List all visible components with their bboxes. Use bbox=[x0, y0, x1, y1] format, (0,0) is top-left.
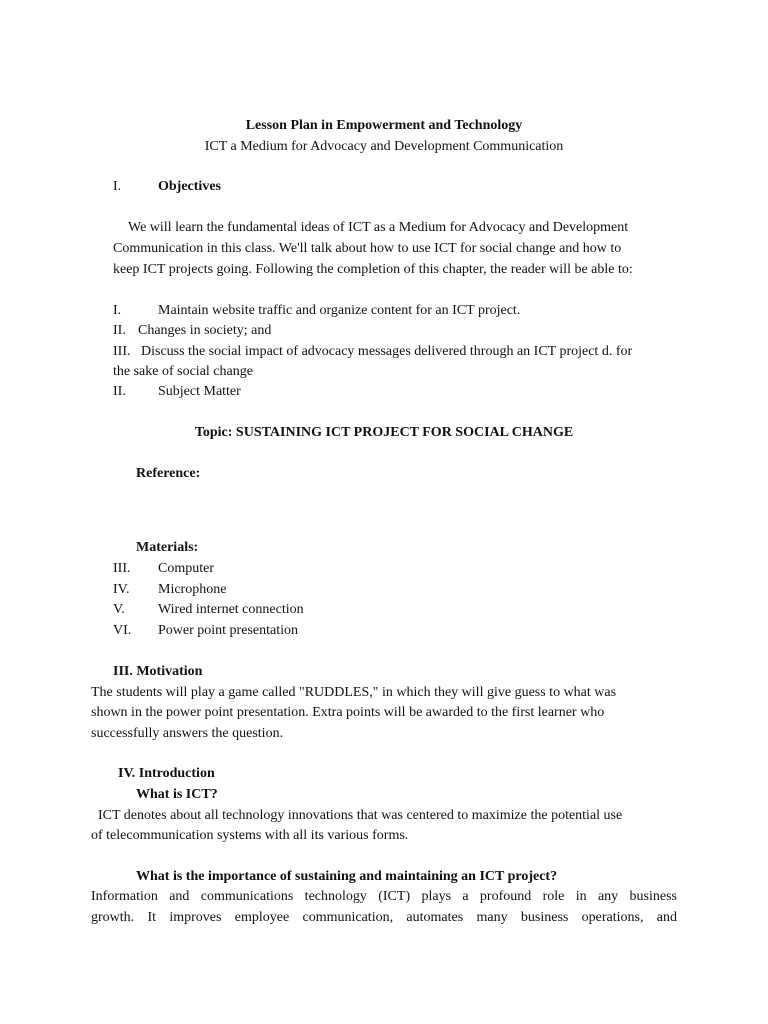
material-item-4-text: Power point presentation bbox=[158, 623, 298, 638]
material-item-1-number: III. bbox=[113, 561, 131, 576]
objectives-intro-line-2: Communication in this class. We'll talk about how to use ICT for social change and how to bbox=[113, 241, 622, 256]
objective-item-1-number: I. bbox=[113, 303, 122, 318]
material-item-3-number: V. bbox=[113, 602, 125, 617]
question-importance: What is the importance of sustaining and maintaining an ICT project? bbox=[136, 869, 558, 884]
material-item-3-text: Wired internet connection bbox=[158, 602, 304, 617]
answer-what-is-ict-line-1: ICT denotes about all technology innovations that was centered to maximize the potential use bbox=[98, 808, 623, 823]
material-item-1-text: Computer bbox=[158, 561, 214, 576]
answer-importance-line-1: Information and communications technology (ICT) plays a profound role in any business bbox=[91, 889, 677, 904]
motivation-heading: III. Motivation bbox=[113, 664, 203, 679]
motivation-line-1: The students will play a game called "RUDDLES," in which they will give guess to what was bbox=[91, 685, 617, 700]
lesson-title: Lesson Plan in Empowerment and Technology bbox=[245, 118, 523, 133]
answer-importance-line-2: growth. It improves employee communication, automates many business operations, and bbox=[91, 910, 677, 925]
answer-what-is-ict-line-2: of telecommunication systems with all its various forms. bbox=[91, 828, 409, 843]
objective-item-2-number: II. bbox=[113, 323, 126, 338]
objectives-intro-line-1: We will learn the fundamental ideas of ICT as a Medium for Advocacy and Development bbox=[128, 220, 629, 235]
subject-matter-number: II. bbox=[113, 384, 126, 399]
materials-label: Materials: bbox=[136, 540, 199, 555]
objective-item-3-continuation: the sake of social change bbox=[113, 364, 253, 379]
question-what-is-ict: What is ICT? bbox=[136, 787, 218, 802]
objective-item-3-number: III. bbox=[113, 344, 131, 359]
topic-heading: Topic: SUSTAINING ICT PROJECT FOR SOCIAL CHANGE bbox=[194, 425, 574, 440]
reference-label: Reference: bbox=[136, 466, 201, 481]
objective-item-2-text: Changes in society; and bbox=[138, 323, 272, 338]
objective-item-1-text: Maintain website traffic and organize content for an ICT project. bbox=[158, 303, 521, 318]
objective-item-3-text: Discuss the social impact of advocacy messages delivered through an ICT project d. for bbox=[141, 344, 633, 359]
objectives-heading: Objectives bbox=[158, 179, 221, 194]
material-item-2-number: IV. bbox=[113, 582, 130, 597]
motivation-line-2: shown in the power point presentation. Extra points will be awarded to the first learner who bbox=[91, 705, 605, 720]
objectives-number: I. bbox=[113, 179, 122, 194]
material-item-2-text: Microphone bbox=[158, 582, 227, 597]
motivation-line-3: successfully answers the question. bbox=[91, 726, 284, 741]
lesson-subtitle: ICT a Medium for Advocacy and Development Communication bbox=[204, 139, 564, 154]
objectives-intro-line-3: keep ICT projects going. Following the completion of this chapter, the reader will be able to: bbox=[113, 262, 633, 277]
introduction-heading: IV. Introduction bbox=[118, 766, 215, 781]
material-item-4-number: VI. bbox=[113, 623, 132, 638]
subject-matter-label: Subject Matter bbox=[158, 384, 241, 399]
